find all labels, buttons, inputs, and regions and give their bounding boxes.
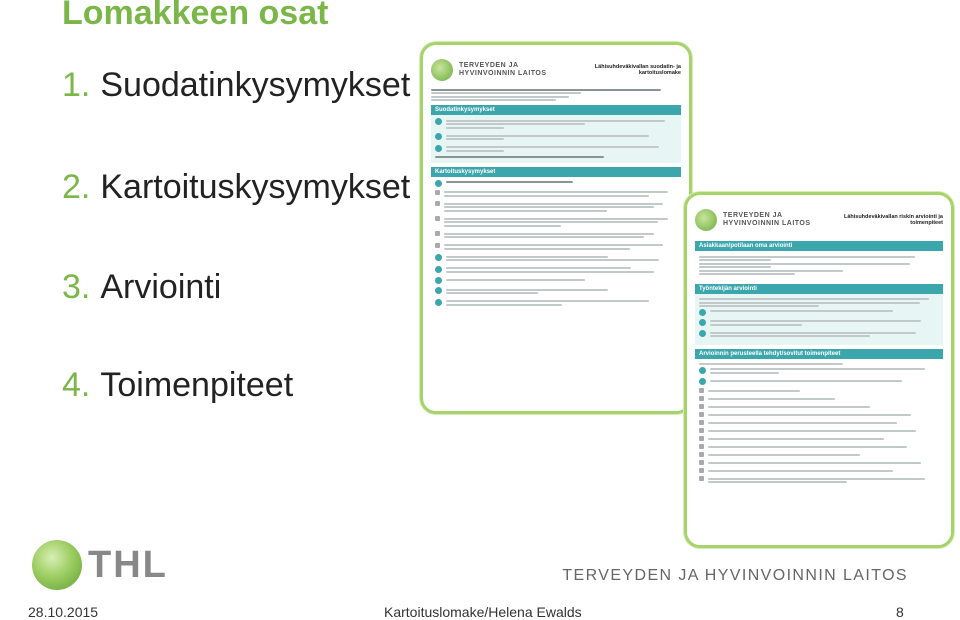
doc-logo-text: TERVEYDEN JA HYVINVOINNIN LAITOS [459,62,547,77]
doc-header [431,53,681,87]
list-item-4 [62,366,293,405]
doc-form-title: Lähisuhdeväkivallan riskin arviointi ja toimenpiteet [843,214,943,226]
doc-logo-text: TERVEYDEN JA HYVINVOINNIN LAITOS [723,212,811,227]
section-header: Kartoituskysymykset [431,167,681,177]
section-body [431,177,681,314]
form-thumbnail-1 [420,42,692,414]
list-item-2 [62,168,410,207]
footer-date: 28.10.2015 [28,604,99,620]
thl-logo [32,540,168,590]
section-header: Arvioinnin perusteella tehdyt/sovitut toimenpiteet [695,349,943,359]
list-item-label: Arviointi [100,268,222,306]
institute-name: TERVEYDEN JA HYVINVOINNIN LAITOS [562,567,908,584]
section-body [695,294,943,345]
thl-logo-icon [32,540,82,590]
list-item-number: 3. [62,268,91,306]
thl-logo-text: THL [88,543,168,586]
doc-form-title: Lähisuhdeväkivallan suodatin- ja kartoituslomake [594,64,681,76]
list-item-label: Toimenpiteet [100,366,294,404]
section-body [695,251,943,280]
list-item-number: 1. [62,66,91,104]
list-item-number: 2. [62,168,91,206]
thl-logo-icon [695,209,717,231]
footer-center: Kartoituslomake/Helena Ewalds [384,604,582,620]
section-body [431,115,681,163]
section-body [695,359,943,491]
doc-header [695,203,943,237]
list-item-label: Kartoituskysymykset [100,168,411,206]
thl-logo-icon [431,59,453,81]
page-number: 8 [896,604,904,620]
list-item-number: 4. [62,366,91,404]
section-header: Suodatinkysymykset [431,105,681,115]
section-header: Asiakkaan/potilaan oma arviointi [695,241,943,251]
doc-fields [431,89,681,102]
form-thumbnail-2 [684,192,954,548]
list-item-1 [62,66,410,105]
list-item-3 [62,268,221,307]
section-header: Työntekijän arviointi [695,284,943,294]
list-item-label: Suodatinkysymykset [100,66,411,104]
slide-title: Lomakkeen osat [62,0,329,32]
